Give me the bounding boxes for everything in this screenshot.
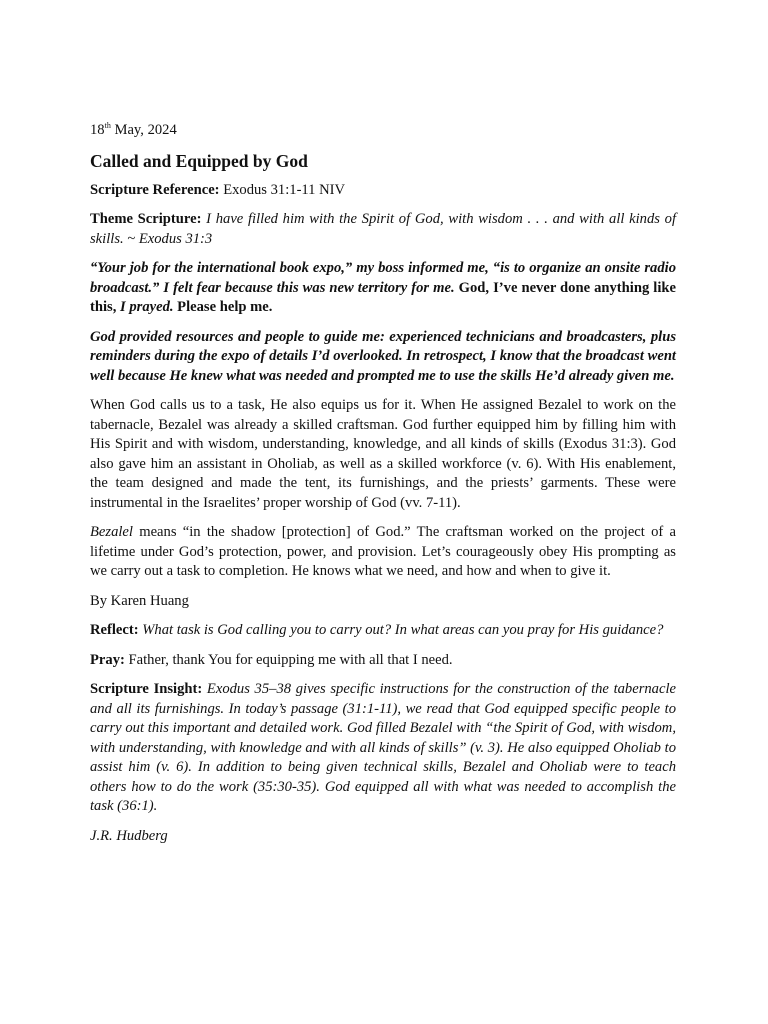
date-month-year: May, 2024 xyxy=(110,122,177,138)
theme-scripture xyxy=(90,210,676,249)
story-paragraph-1-part3: I prayed. xyxy=(120,299,174,315)
story-paragraph-1 xyxy=(90,259,676,318)
story-paragraph-1-part1: “Your job for the international book expo,” my boss informed me, “is to organize an onsite radio broadcast.” I felt fear because this was new territory for me. xyxy=(90,260,676,296)
story-paragraph-1-part2: God, I’ve never done anything like this, xyxy=(90,279,676,315)
author-line: By Karen Huang xyxy=(90,592,189,609)
scripture-reference-label: Scripture Reference: xyxy=(90,181,220,198)
pray-text: Father, thank You for equipping me with all that I need. xyxy=(124,651,453,668)
insight-author xyxy=(90,827,676,847)
scripture-insight-section xyxy=(90,680,676,817)
story-paragraph-1-part4: Please help me. xyxy=(173,299,273,315)
date-line xyxy=(90,121,676,141)
bezalel-word: Bezalel xyxy=(90,524,133,540)
scripture-insight-text: Exodus 35–38 gives specific instructions for the construction of the tabernacle and all its furnishings. In today’s passage (31:1-11), we read that God equipped specific people to carry out this important and detailed work. God filled Bezalel with “the Spirit of God, with wisdom, with understanding, with knowledge and with all kinds of skills” (v. 3). He also equipped Oholiab to assist him (v. 6). In addition to being given technical skills, Bezalel and Oholiab were to teach others how to do the work (35:30-35). God equipped all with what was needed to accomplish the task (36:1). xyxy=(90,681,676,814)
theme-scripture-label: Theme Scripture: xyxy=(90,211,202,227)
date-day: 18 xyxy=(90,122,105,138)
reflect-label: Reflect: xyxy=(90,622,139,638)
date-suffix: th xyxy=(104,121,111,130)
body-paragraph-4-text: means “in the shadow [protection] of God.” The craftsman worked on the project of a lifetime under God’s protection, power, and provision. Let’s courageously obey His prompting as we carry out a task to completion. He knows what we need, and how and when to give it. xyxy=(90,524,676,579)
reflect-section xyxy=(90,621,676,641)
pray-label: Pray: xyxy=(90,651,125,668)
devotional-page xyxy=(90,121,676,856)
body-paragraph-3: When God calls us to a task, He also equips us for it. When He assigned Bezalel to work on the tabernacle, Bezalel was already a skilled craftsman. God further equipped him by filling him with His Spirit and with wisdom, understanding, knowledge, and all kinds of skills (Exodus 31:3). God also gave him an assistant in Oholiab, as well as a skilled workforce (v. 6). With His enablement, the team designed and made the tent, its furnishings, and the priests’ garments. These were instrumental in the Israelites’ proper worship of God (vv. 7-11). xyxy=(90,397,676,511)
theme-scripture-text: I have filled him with the Spirit of God, with wisdom . . . and with all kinds of skills. ~ Exodus 31:3 xyxy=(90,211,676,247)
story-paragraph-2: God provided resources and people to guide me: experienced technicians and broadcasters, plus reminders during the expo of details I’d overlooked. In retrospect, I know that the broadcast went well because He knew what was needed and prompted me to use the skills He’d already given me. xyxy=(90,328,676,384)
page-title: Called and Equipped by God xyxy=(90,150,308,171)
scripture-reference xyxy=(90,181,676,201)
scripture-reference-text: Exodus 31:1-11 NIV xyxy=(219,181,346,198)
body-paragraph-4 xyxy=(90,523,676,582)
pray-section xyxy=(90,651,676,671)
reflect-text: What task is God calling you to carry out? In what areas can you pray for His guidance? xyxy=(138,622,664,638)
scripture-insight-label: Scripture Insight: xyxy=(90,681,203,697)
insight-author-name: J.R. Hudberg xyxy=(90,827,168,844)
